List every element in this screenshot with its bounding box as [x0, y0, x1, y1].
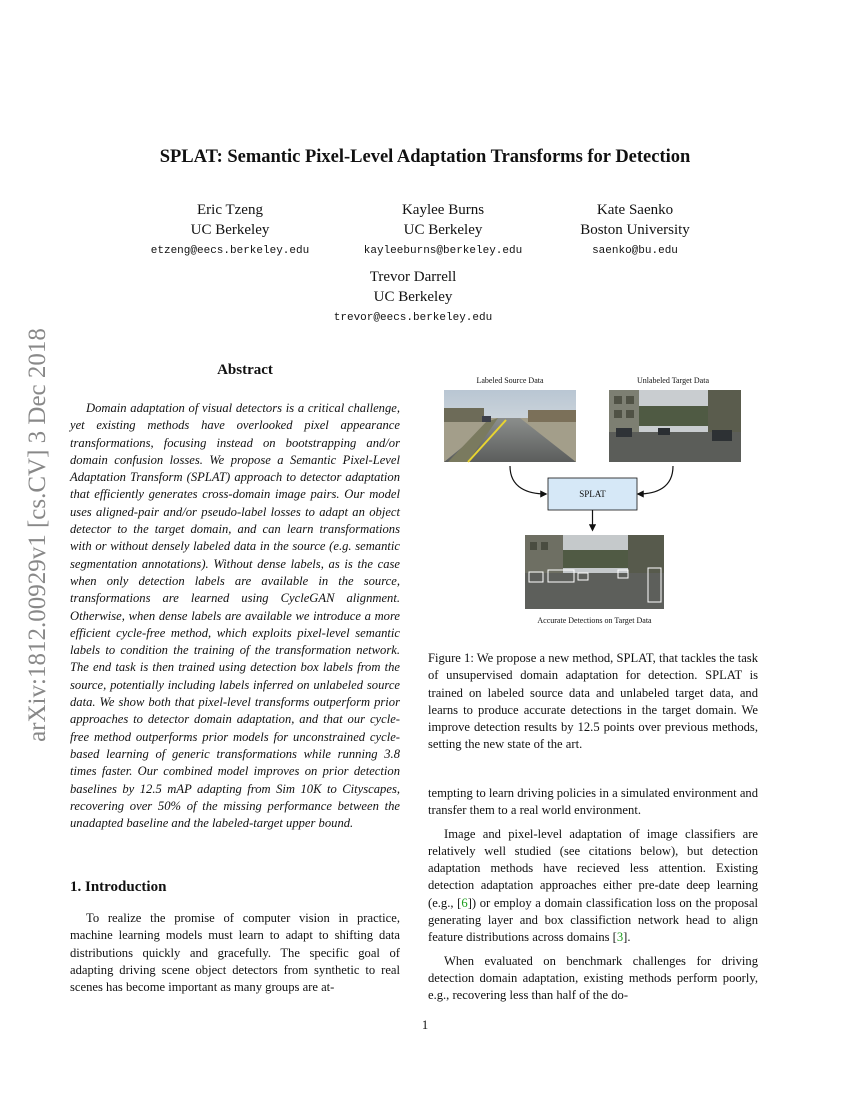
- abstract-heading: Abstract: [217, 362, 273, 378]
- label-source: Labeled Source Data: [476, 376, 544, 385]
- intro-text: To realize the promise of computer vision in practice, machine learning models must learn to adapt to shifting data distributions quickly and gracefully. The specific goal of adapting driving scene object detectors from synthetic to real scenes has become important as many groups are at-: [70, 911, 400, 995]
- output-image: [525, 535, 664, 609]
- author-affiliation: Boston University: [580, 222, 690, 238]
- splat-label: SPLAT: [579, 489, 606, 499]
- author-email: etzeng@eecs.berkeley.edu: [150, 245, 310, 257]
- author-affiliation: UC Berkeley: [403, 222, 483, 238]
- arrow-source: [510, 466, 546, 494]
- author-block: [535, 200, 735, 262]
- text-span: ]) or employ a domain classification loss on the proposal generating layer and box classifiction network head to align feature distributions across domains [: [428, 895, 759, 945]
- label-output: Accurate Detections on Target Data: [537, 616, 652, 625]
- figure-1: [428, 370, 758, 630]
- author-affiliation: UC Berkeley: [190, 222, 270, 238]
- page-number: 1: [421, 1018, 429, 1032]
- author-affiliation: UC Berkeley: [373, 289, 453, 305]
- text-span: ].: [623, 930, 631, 945]
- paragraph: [428, 826, 758, 947]
- intro-heading: 1. Introduction: [70, 879, 167, 895]
- right-column-text: [428, 785, 758, 1011]
- paragraph: When evaluated on benchmark challenges for driving detection domain adaptation, existing methods perform poorly, e.g., recovering less than half of the do-: [428, 953, 758, 1003]
- arrow-target: [638, 466, 673, 494]
- author-block: [130, 200, 330, 262]
- text-span: Image and pixel-level adaptation of image classifiers are relatively well studied (see citations below), but detection adaptation methods have recieved less attention. Existing detection adaptation approaches either pre-date deep learning (e.g., [: [428, 826, 758, 910]
- author-name: Trevor Darrell: [369, 269, 457, 285]
- paragraph: tempting to learn driving policies in a simulated environment and transfer them to a real world environment.: [428, 786, 758, 818]
- author-email: saenko@bu.edu: [592, 245, 678, 257]
- author-name: Kate Saenko: [596, 202, 674, 218]
- paper-title: SPLAT: Semantic Pixel-Level Adaptation Transforms for Detection: [159, 147, 691, 167]
- author-name: Eric Tzeng: [197, 202, 263, 218]
- abstract-text: Domain adaptation of visual detectors is a critical challenge, yet existing methods have overlooked pixel appearance transformations, focusing instead on bootstrapping and/or domain confusion losses. We propose a Semantic Pixel-Level Adaptation Transform (SPLAT) approach to detector adaptation that efficiently generates cross-domain image pairs. Our model uses aligned-pair and/or pseudo-label losses to adapt an object detector to the target domain, and can learn transformations with or without densely labeled data in the source (e.g. semantic segmentation annotations). Without dense labels, as is the case when only detection labels are available in the source, transformations are learned using CycleGAN alignment. Otherwise, when dense labels are available we introduce a more efficient cycle-free method, which exploits pixel-level semantic labels to condition the training of the transformation network. The end task is then trained using detection box labels from the source, potentially including labels inferred on unlabeled source data. We show both that pixel-level transforms outperform prior approaches to detector domain adaptation, and that our cycle-free method outperforms prior models for unconstrained cycle-based learning of generic transformations while running 3.8 times faster. Our combined model improves on prior detection baselines by 12.5 mAP adapting from Sim 10K to Cityscapes, recovering over 50% of the missing performance between the unadapted baseline and the labeled-target upper bound.: [70, 401, 400, 831]
- arxiv-stamp: arXiv:1812.00929v1 [cs.CV] 3 Dec 2018: [24, 328, 51, 742]
- citation-link[interactable]: 6: [461, 895, 468, 910]
- author-block: [343, 200, 543, 262]
- label-target: Unlabeled Target Data: [636, 376, 710, 385]
- figure-caption: Figure 1: We propose a new method, SPLAT, that tackles the task of unsupervised domain adaptation for detection. SPLAT is trained on labeled source data and unlabeled target data, and learns to produce accurate detections in the target domain. We improve detection results by 12.5 points over previous methods, setting the new state of the art.: [428, 651, 758, 752]
- author-name: Kaylee Burns: [401, 202, 485, 218]
- author-block: [313, 267, 513, 329]
- source-image: [444, 390, 576, 462]
- target-image: [609, 390, 741, 462]
- author-email: kayleeburns@berkeley.edu: [363, 245, 523, 257]
- citation-link[interactable]: 3: [616, 930, 624, 945]
- author-email: trevor@eecs.berkeley.edu: [333, 312, 493, 324]
